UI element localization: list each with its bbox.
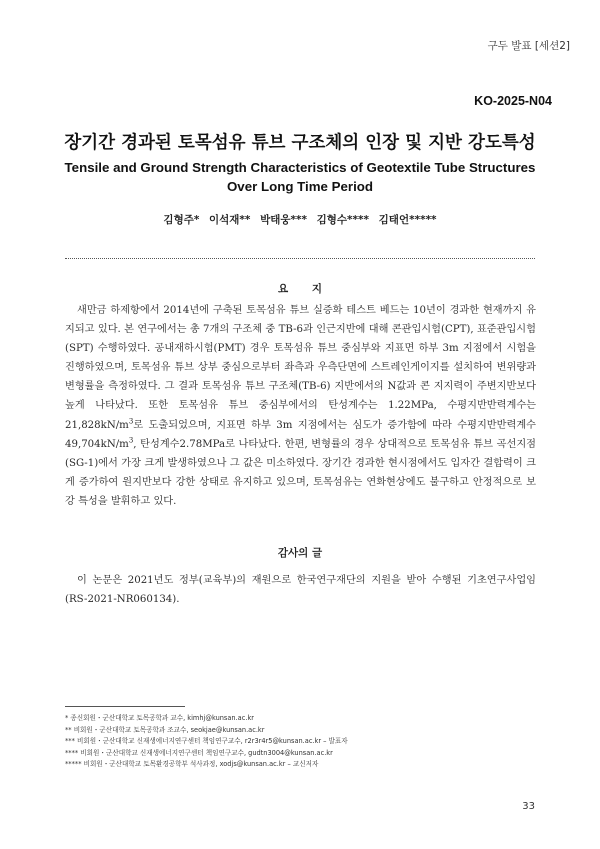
- abstract-text-2: 로 도출되었으며, 지표면 하부 3m 지점에서는 심도가 증가함에 따라 수평지반반력계수 49,704kN/m: [65, 419, 536, 450]
- footnote-item: ***** 비회원・군산대학교 토목환경공학부 석사과정, xodjs@kunsan.ac.kr – 교신저자: [65, 760, 319, 769]
- abstract-text-1: 새만금 하제항에서 2014년에 구축된 토목섬유 튜브 실증화 테스트 베드는 10년이 경과한 현재까지 유지되고 있다. 본 연구에서는 총 7개의 구조체 중 TB-6과 인근지반에 대해 콘관입시험(CPT), 표준관입시험(SPT) 수행하였다. 공내재하시험(PMT) 경우 토목섬유 튜브 중심부와 지표면 하부 3m 지점에서 시험을 진행하였으며, 토목섬유 튜브 상부 중심으로부터 좌측과 우측단면에 스트레인게이지를 설치하여 변위량과 변형률을 측정하였다. 그 결과 토목섬유 튜브 구조체(TB-6) 지반에서의 N값과 콘 지지력이 주변지반보다 높게 나타났다. 또한 토목섬유 튜브 중심부에서의 탄성계수는 1.22MPa, 수평지반반력계수는 21,828kN/m: [65, 305, 536, 431]
- abstract-text-3: , 탄성계수2.78MPa로 나타났다. 한편, 변형률의 경우 상대적으로 토목섬유 튜브 곡선지점(SG-1)에서 가장 크게 발생하였으나 그 값은 미소하였다. 장기간 경과한 현시점에서도 입자간 결합력이 크게 증가하여 원지반보다 강한 상태로 유지하고 있으며, 토목섬유는 연화현상에도 불구하고 안정적으로 보강 특성을 발휘하고 있다.: [65, 438, 536, 507]
- paper-code: KO-2025-N04: [474, 94, 552, 108]
- author-list: 김형주* 이석재** 박태웅*** 김형수**** 김태언*****: [163, 214, 437, 226]
- title-english-line-2: Over Long Time Period: [226, 179, 374, 194]
- abstract-heading: 요 지: [278, 283, 332, 295]
- superscript: 3: [128, 417, 134, 426]
- acknowledgement-heading: 감사의 글: [277, 547, 323, 559]
- footnotes: [65, 713, 545, 771]
- acknowledgement-body: 이 논문은 2021년도 정부(교육부)의 재원으로 한국연구재단의 지원을 받아 수행된 기초연구사업임(RS-2021-NR060134).: [65, 575, 536, 606]
- footnote-item: ** 비회원・군산대학교 토목공학과 조교수, seokjae@kunsan.ac.kr: [65, 725, 265, 734]
- page-number: 33: [522, 801, 535, 812]
- footnote-item: **** 비회원・군산대학교 신재생에너지연구센터 책임연구교수, gudtn3004@kunsan.ac.kr: [65, 748, 333, 757]
- footnote-item: *** 비회원・군산대학교 신재생에너지연구센터 책임연구교수, r2r3r4r5@kunsan.ac.kr – 발표자: [65, 737, 348, 746]
- abstract-body: [65, 301, 536, 511]
- superscript: 3: [128, 436, 134, 445]
- footnote-item: * 종신회원・군산대학교 토목공학과 교수, kimhj@kunsan.ac.kr: [65, 714, 254, 722]
- dotted-divider: [65, 258, 535, 259]
- title-english: [0, 158, 600, 196]
- title-korean: 장기간 경과된 토목섬유 튜브 구조체의 인장 및 지반 강도특성: [64, 133, 536, 153]
- footnote-rule: [65, 706, 185, 707]
- session-tag: 구두 발표 [세션2]: [487, 40, 570, 52]
- title-english-line-1: Tensile and Ground Strength Characteristics of Geotextile Tube Structures: [64, 160, 536, 175]
